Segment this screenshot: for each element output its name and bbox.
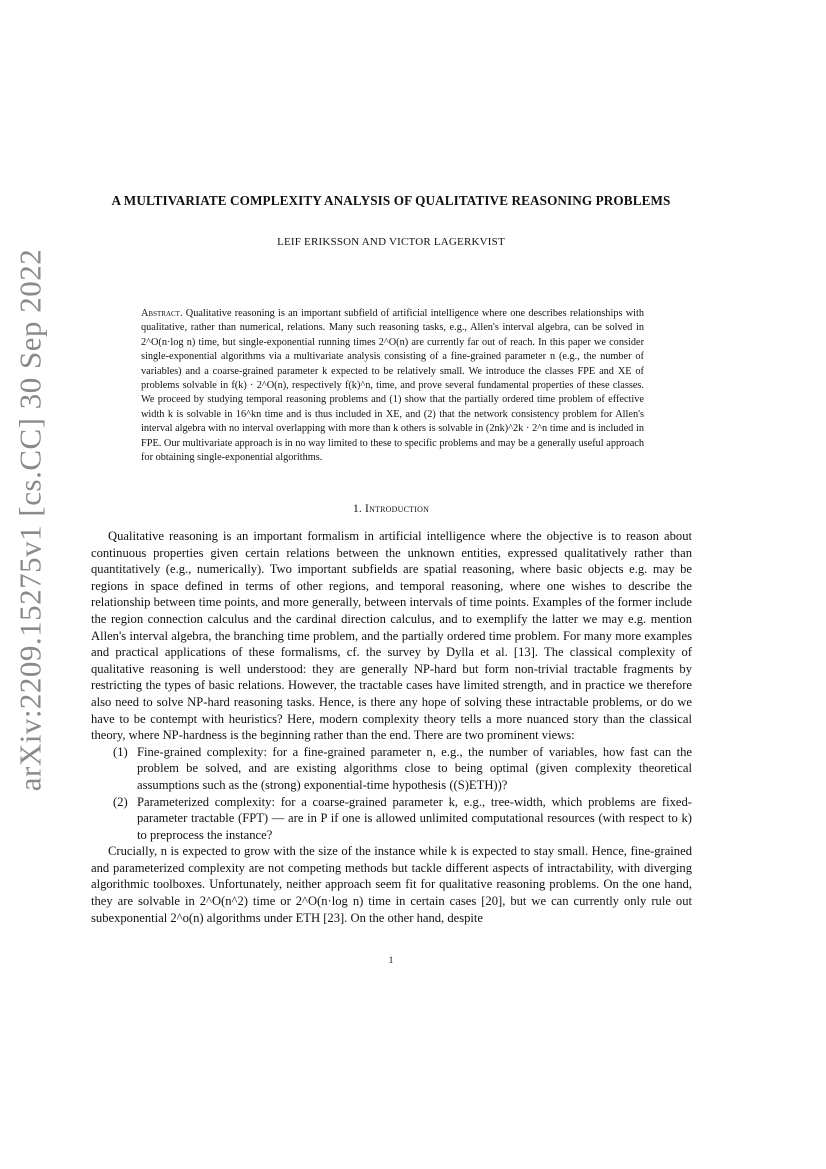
abstract-text: Qualitative reasoning is an important subfield of artificial intelligence where one describes relationships with qualitative, rather than numerical, relations. Many such reasoning tasks, e.g., Allen's interval algebra, can be solved in 2^O(n·log n) time, but single-exponential running times 2^O(n) are currently far out of reach. In this paper we consider single-exponential algorithms via a multivariate analysis consisting of a fine-grained parameter n (e.g., the number of variables) and a coarse-grained parameter k expected to be relatively small. We introduce the classes FPE and XE of problems solvable in f(k) · 2^O(n), respectively f(k)^n, time, and prove several fundamental properties of these classes. We proceed by studying temporal reasoning problems and (1) show that the partially ordered time problem of effective width k is solvable in 16^kn time and is thus included in XE, and (2) that the network consistency problem for Allen's interval algebra with no interval overlapping with more than k others is solvable in (2nk)^2k · 2^n time and is included in FPE. Our multivariate approach is in no way limited to these to specific problems and may be a generally useful approach for obtaining single-exponential algorithms. (141, 308, 645, 464)
arxiv-identifier-text: arXiv:2209.15275v1 [cs.CC] 30 Sep 2022 (12, 248, 47, 792)
intro-paragraph-2: Crucially, n is expected to grow with the size of the instance while k is expected to stay small. Hence, fine-grained and parameterized complexity are not competing methods but tackle different aspects of intractability, with diverging algorithmic toolboxes. Unfortunately, neither approach seem fit for qualitative reasoning problems. On the one hand, they are solvable in 2^O(n^2) time or 2^O(n·log n) time in certain cases [20], but we can currently only rule out subexponential 2^o(n) algorithms under ETH [23]. On the other hand, despite (91, 844, 692, 925)
page-number: 1 (388, 956, 394, 966)
list-item-number: (2) (113, 794, 128, 809)
views-list (91, 744, 692, 844)
list-item-text: Fine-grained complexity: for a fine-grained parameter n, e.g., the number of variables, how fast can the problem be solved, and are existing algorithms close to being optimal (given complexity theoretical assumptions such as the (strong) exponential-time hypothesis ((S)ETH))? (137, 744, 692, 792)
section-number: 1. (352, 503, 362, 515)
list-item (91, 794, 692, 844)
list-item (91, 744, 692, 794)
section-title-text: Introduction (365, 503, 430, 515)
list-item-number: (1) (113, 744, 128, 759)
list-item-text: Parameterized complexity: for a coarse-grained parameter k, e.g., tree-width, which problems are fixed-parameter tractable (FPT) — are in P if one is allowed unlimited computational resources (with respect to k) to preprocess the instance? (137, 794, 692, 842)
abstract (141, 307, 644, 465)
introduction-body (91, 528, 692, 926)
section-heading (60, 503, 722, 515)
intro-paragraph-1: Qualitative reasoning is an important formalism in artificial intelligence where the objective is to reason about continuous properties given certain relations between the unknown entities, expressed qualitatively rather than quantitatively (e.g., numerically). Two important subfields are spatial reasoning, where basic objects e.g. may be regions in space defined in terms of other regions, and temporal reasoning, where one wishes to describe the relationship between time points, and more generally, between intervals of time points. Examples of the former include the region connection calculus and the cardinal direction calculus, and to exemplify the latter we may e.g. mention Allen's interval algebra, the branching time problem, and the partially ordered time problem. For many more examples and practical applications of these formalisms, cf. the survey by Dylla et al. [13]. The classical complexity of qualitative reasoning is well understood: they are generally NP-hard but form non-trivial tractable fragments by restricting the types of basic relations. However, the tractable cases have limited strength, and in practice we therefore also need to solve NP-hard reasoning tasks. Hence, is there any hope of solving these intractable problems, or do we have to be contempt with heuristics? Here, modern complexity theory tells a more nuanced story than the classical theory, where NP-hardness is the beginning rather than the end. There are two prominent views: (91, 529, 692, 743)
arxiv-identifier (2, 248, 58, 792)
paper-authors: LEIF ERIKSSON AND VICTOR LAGERKVIST (277, 236, 505, 248)
abstract-lead: Abstract. (141, 308, 183, 319)
paper-title: A MULTIVARIATE COMPLEXITY ANALYSIS OF QUALITATIVE REASONING PROBLEMS (111, 193, 671, 208)
